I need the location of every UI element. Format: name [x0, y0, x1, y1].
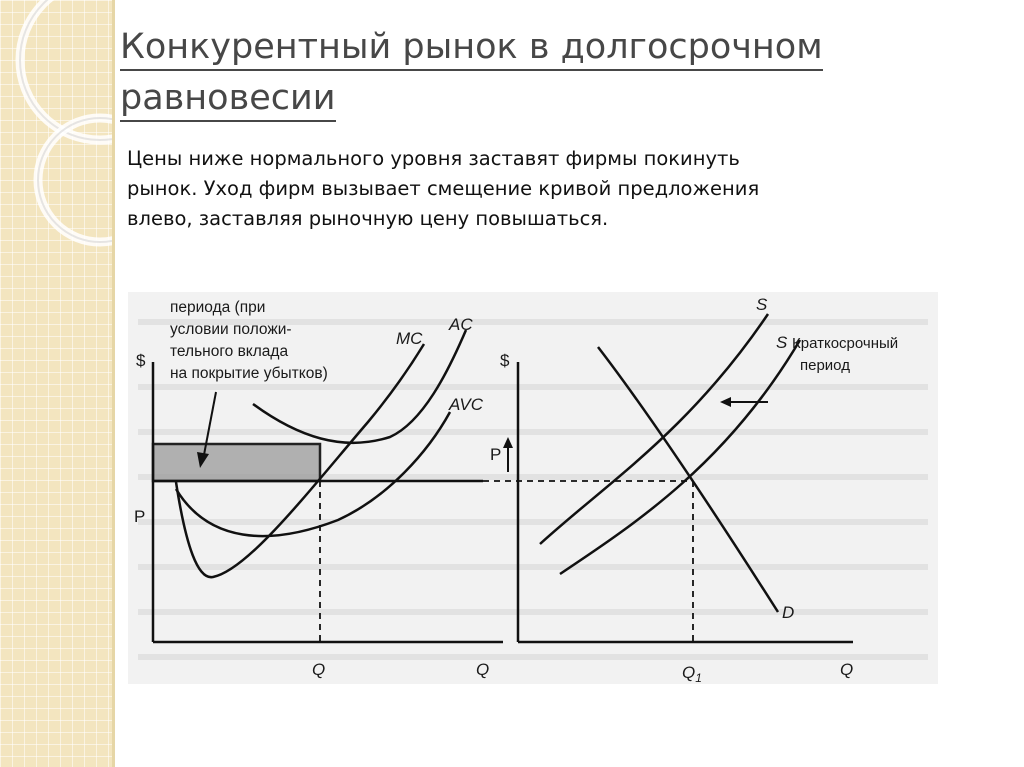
strip-edge: [112, 0, 115, 767]
supply-note-line-1: Краткосрочный: [792, 335, 899, 352]
left-x-axis-label: Q: [476, 660, 490, 679]
annotation-line-2: условии положи-: [170, 321, 292, 338]
slide-body-text: [127, 144, 987, 234]
left-price-label: P: [134, 507, 146, 526]
right-x-axis-label: Q: [840, 660, 854, 679]
annotation-line-4: на покрытие убытков): [170, 365, 328, 382]
shift-arrowhead: [720, 397, 731, 407]
supply-note-line-2: период: [800, 357, 850, 374]
annotation-line-3: тельного вклада: [170, 343, 289, 360]
q1-label: $Q_1$: [682, 663, 702, 684]
scanned-figure: [128, 292, 938, 684]
price-up-arrowhead: [503, 437, 513, 448]
right-panel: [483, 295, 898, 684]
loss-area: [153, 444, 320, 481]
title-line-2: равновесии: [120, 78, 336, 122]
body-line-3: влево, заставляя рыночную цену повышаться.: [127, 207, 609, 230]
supply-label: S: [776, 333, 788, 352]
avc-label: AVC: [449, 395, 484, 414]
mc-label: MC: [396, 329, 423, 348]
decorative-side-strip: [0, 0, 112, 767]
annotation-line-1: периода (при: [170, 299, 266, 316]
slide-title: [120, 22, 980, 124]
supply-shifted-label: S: [756, 295, 768, 314]
decorative-rings: [0, 0, 112, 767]
ac-label: AC: [449, 315, 473, 334]
left-panel: [134, 299, 503, 679]
demand-label: D: [782, 603, 795, 622]
body-line-2: рынок. Уход фирм вызывает смещение кривой предложения: [127, 177, 760, 200]
left-y-axis-label: $: [136, 351, 146, 370]
figure-drawing: [128, 292, 938, 684]
right-price-label: P: [490, 445, 502, 464]
title-line-1: Конкурентный рынок в долгосрочном: [120, 27, 823, 71]
supply-curve: [560, 340, 800, 574]
body-line-1: Цены ниже нормального уровня заставят фирмы покинуть: [127, 147, 740, 170]
left-q-label: Q: [312, 660, 326, 679]
right-y-axis-label: $: [500, 351, 510, 370]
